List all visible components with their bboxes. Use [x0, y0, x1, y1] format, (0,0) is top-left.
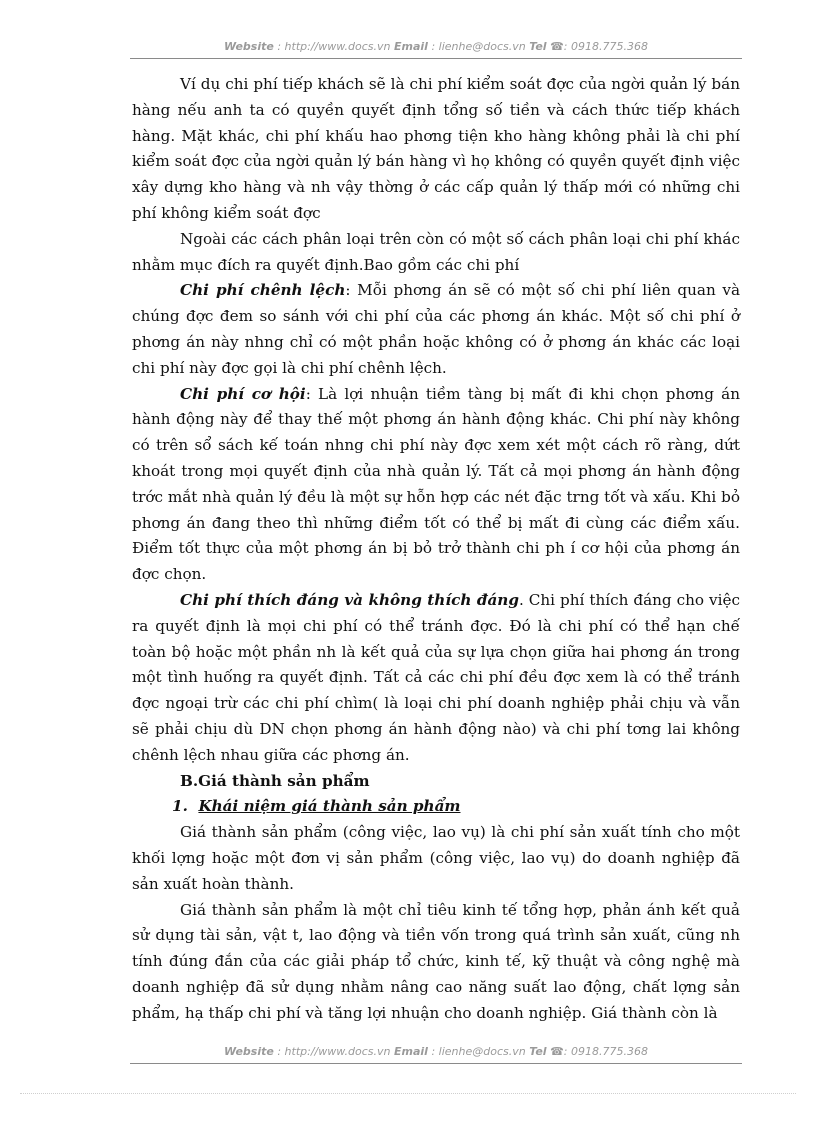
paragraph-7: Giá thành sản phẩm là một chỉ tiêu kinh tế tổng hợp, phản ánh kết quả sử dụng tài sản, vật t, lao động và tiền vốn trong quá trình sản xuất, cũng nh tính đúng đắn của các giải pháp tổ chức, kinh tế, kỹ thuật và công nghệ mà doanh nghiệp đã sử dụng nhằm nâng cao năng suất lao động, chất lợng sản phẩm, hạ thấp chi phí và tăng lợi nhuận cho doanh nghiệp. Giá thành còn là — [132, 900, 740, 1022]
footer-website-label: Website — [224, 1045, 274, 1058]
subsection-heading-1 — [132, 794, 740, 820]
paragraph-6: Giá thành sản phẩm (công việc, lao vụ) là chi phí sản xuất tính cho một khối lợng hoặc một đơn vị sản phẩm (công việc, lao vụ) do doanh nghiệp đã sản xuất hoàn thành. — [132, 823, 740, 893]
phone-icon: ☎ — [550, 40, 564, 53]
footer-tel-value: : 0918.775.368 — [563, 1045, 648, 1058]
page-break-line — [20, 1093, 796, 1094]
paragraph-2: Ngoài các cách phân loại trên còn có một số cách phân loại chi phí khác nhằm mục đích ra quyết định.Bao gồm các chi phí — [132, 229, 740, 274]
header-email-value: : lienhe@docs.vn — [431, 40, 526, 53]
footer-email-label: Email — [394, 1045, 428, 1058]
paragraph-3 — [132, 278, 740, 381]
header-email-label: Email — [394, 40, 428, 53]
term-thich-dang: Chi phí thích đáng và không thích đáng — [180, 590, 519, 609]
document-body — [132, 72, 740, 1026]
footer-tel-label: Tel — [529, 1045, 547, 1058]
footer-email-value: : lienhe@docs.vn — [431, 1045, 526, 1058]
paragraph-5 — [132, 588, 740, 769]
subsection-number: 1. — [172, 797, 188, 816]
term-co-hoi: Chi phí cơ hội — [180, 384, 306, 403]
header-rule — [130, 58, 742, 59]
page-header — [130, 40, 742, 53]
footer-website-value: : http://www.docs.vn — [277, 1045, 391, 1058]
paragraph-4-text: : Là lợi nhuận tiềm tàng bị mất đi khi chọn phơng án hành động này để thay thế một phơng án hành động khác. Chi phí này không có trên sổ sách kế toán nhng chi phí này đợc xem xét một cách rõ ràng, dứt khoát trong mọi quyết định của nhà quản lý. Tất cả mọi phơng án hành động trớc mắt nhà quản lý đều là một sự hỗn hợp các nét đặc trng tốt và xấu. Khi bỏ phơng án đang theo thì những điểm tốt có thể bị mất đi cùng các điểm xấu. Điểm tốt thực của một phơng án bị bỏ trở thành chi ph í cơ hội của phơng án đợc chọn. — [132, 384, 740, 584]
section-heading-b: B.Giá thành sản phẩm — [180, 771, 370, 790]
term-chenh-lech: Chi phí chênh lệch — [180, 281, 346, 300]
header-website-label: Website — [224, 40, 274, 53]
header-website-value: : http://www.docs.vn — [277, 40, 391, 53]
paragraph-4 — [132, 382, 740, 588]
page-footer — [130, 1045, 742, 1058]
phone-icon: ☎ — [550, 1045, 564, 1058]
paragraph-3-text: : Mỗi phơng án sẽ có một số chi phí liên quan và chúng đợc đem so sánh với chi phí của các phơng án khác. Một số chi phí ở phơng án này nhng chỉ có một phần hoặc không có ở phơng án khác các loại chi phí này đợc gọi là chi phí chênh lệch. — [132, 281, 740, 377]
header-tel-label: Tel — [529, 40, 547, 53]
footer-rule — [130, 1063, 742, 1064]
subsection-title: Khái niệm giá thành sản phẩm — [198, 797, 461, 816]
paragraph-5-text: . Chi phí thích đáng cho việc ra quyết định là mọi chi phí có thể tránh đợc. Đó là chi phí có thể hạn chế toàn bộ hoặc một phần nh là kết quả của sự lựa chọn giữa hai phơng án trong một tình huống ra quyết định. Tất cả các chi phí đều đợc xem là có thể tránh đợc ngoại trừ các chi phí chìm( là loại chi phí doanh nghiệp phải chịu và vẫn sẽ phải chịu dù DN chọn phơng án hành động nào) và chi phí tơng lai không chênh lệch nhau giữa các phơng án. — [132, 590, 740, 764]
paragraph-1: Ví dụ chi phí tiếp khách sẽ là chi phí kiểm soát đợc của ngời quản lý bán hàng nếu anh ta có quyền quyết định tổng số tiền và cách thức tiếp khách hàng. Mặt khác, chi phí khấu hao phơng tiện kho hàng không phải là chi phí kiểm soát đợc của ngời quản lý bán hàng vì họ không có quyền quyết định việc xây dựng kho hàng và nh vậy thờng ở các cấp quản lý thấp mới có những chi phí không kiểm soát đợc — [132, 75, 740, 222]
header-tel-value: : 0918.775.368 — [563, 40, 648, 53]
